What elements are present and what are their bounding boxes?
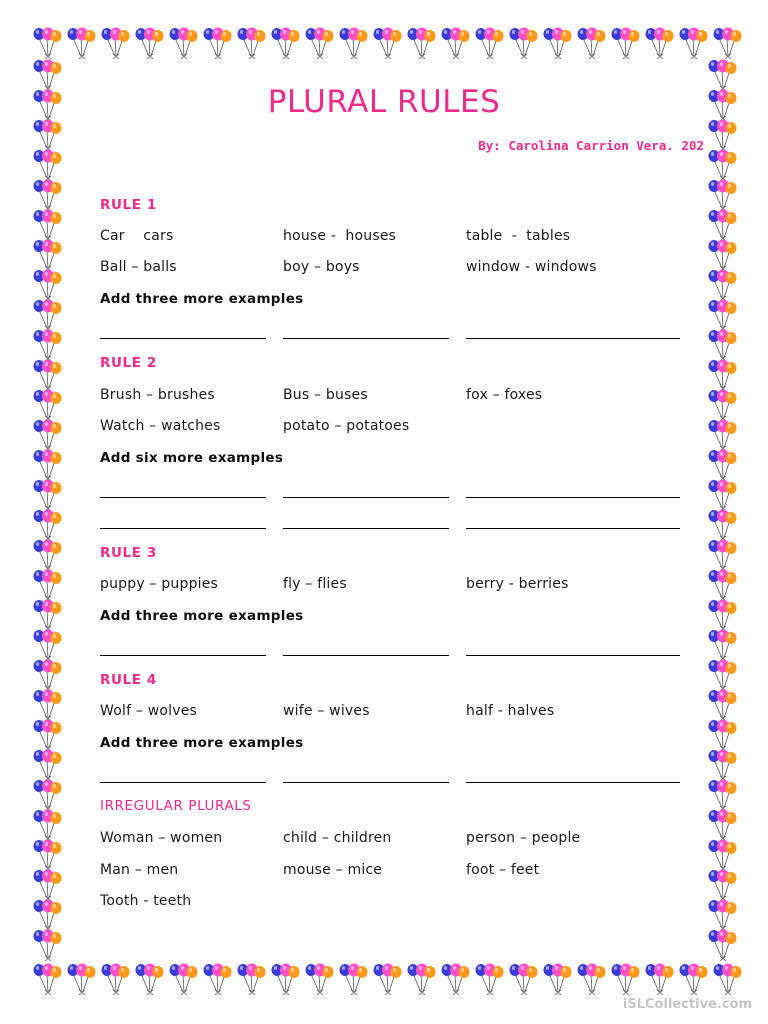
rule-2-example: Watch – watches xyxy=(100,418,221,434)
balloon-bunch-icon xyxy=(30,718,64,752)
balloon-bunch-icon xyxy=(705,298,739,332)
irregular-example: Woman – women xyxy=(100,830,223,846)
balloon-bunch-icon xyxy=(30,118,64,152)
balloon-bunch-icon xyxy=(30,898,64,932)
balloon-bunch-icon xyxy=(705,418,739,452)
rule-2-instruction: Add six more examples xyxy=(100,450,284,466)
balloon-bunch-icon xyxy=(166,26,200,60)
rule-3-instruction: Add three more examples xyxy=(100,608,304,624)
balloon-bunch-icon xyxy=(30,538,64,572)
balloon-bunch-icon xyxy=(438,962,472,996)
balloon-bunch-icon xyxy=(30,962,64,996)
balloon-bunch-icon xyxy=(30,178,64,212)
answer-line[interactable] xyxy=(283,782,449,783)
balloon-bunch-icon xyxy=(608,962,642,996)
balloon-bunch-icon xyxy=(472,962,506,996)
balloon-bunch-icon xyxy=(30,478,64,512)
rule-2-example: Brush – brushes xyxy=(100,387,215,403)
rule-4-instruction: Add three more examples xyxy=(100,735,304,751)
balloon-bunch-icon xyxy=(268,26,302,60)
irregular-example: mouse – mice xyxy=(283,862,383,878)
rule-2-example: fox – foxes xyxy=(466,387,543,403)
balloon-bunch-icon xyxy=(30,238,64,272)
balloon-bunch-icon xyxy=(268,962,302,996)
balloon-bunch-icon xyxy=(404,26,438,60)
balloon-bunch-icon xyxy=(705,508,739,542)
irregular-example: person – people xyxy=(466,830,581,846)
balloon-bunch-icon xyxy=(705,838,739,872)
balloon-bunch-icon xyxy=(30,208,64,242)
irregular-example: child – children xyxy=(283,830,392,846)
balloon-bunch-icon xyxy=(705,778,739,812)
balloon-bunch-icon xyxy=(370,26,404,60)
rule-2-heading: RULE 2 xyxy=(100,355,157,371)
balloon-bunch-icon xyxy=(30,328,64,362)
balloon-bunch-icon xyxy=(30,748,64,782)
balloon-bunch-icon xyxy=(30,568,64,602)
balloon-bunch-icon xyxy=(705,928,739,962)
balloon-bunch-icon xyxy=(302,962,336,996)
balloon-bunch-icon xyxy=(30,838,64,872)
rule-4-heading: RULE 4 xyxy=(100,672,157,688)
answer-line[interactable] xyxy=(100,497,266,498)
balloon-bunch-icon xyxy=(705,628,739,662)
irregular-example: Tooth - teeth xyxy=(100,893,192,909)
balloon-bunch-icon xyxy=(540,962,574,996)
balloon-bunch-icon xyxy=(30,688,64,722)
rule-4-example: Wolf – wolves xyxy=(100,703,198,719)
answer-line[interactable] xyxy=(466,782,680,783)
answer-line[interactable] xyxy=(100,655,266,656)
balloon-bunch-icon xyxy=(64,962,98,996)
rule-3-heading: RULE 3 xyxy=(100,545,157,561)
balloon-bunch-icon xyxy=(472,26,506,60)
rule-1-example: table - tables xyxy=(466,228,571,244)
rule-2-example: potato – potatoes xyxy=(283,418,410,434)
balloon-bunch-icon xyxy=(30,598,64,632)
balloon-bunch-icon xyxy=(30,358,64,392)
rule-3-example: berry - berries xyxy=(466,576,569,592)
balloon-bunch-icon xyxy=(705,238,739,272)
balloon-bunch-icon xyxy=(302,26,336,60)
balloon-bunch-icon xyxy=(234,962,268,996)
balloon-bunch-icon xyxy=(30,26,64,60)
balloon-bunch-icon xyxy=(30,268,64,302)
balloon-bunch-icon xyxy=(64,26,98,60)
balloon-bunch-icon xyxy=(705,268,739,302)
balloon-bunch-icon xyxy=(30,658,64,692)
balloon-bunch-icon xyxy=(30,808,64,842)
rule-1-heading: RULE 1 xyxy=(100,197,157,213)
balloon-bunch-icon xyxy=(705,808,739,842)
balloon-bunch-icon xyxy=(234,26,268,60)
balloon-bunch-icon xyxy=(705,568,739,602)
balloon-bunch-icon xyxy=(574,26,608,60)
watermark-text: iSLCollective.com xyxy=(622,997,752,1012)
page-title: PLURAL RULES xyxy=(267,84,501,120)
rule-3-example: fly – flies xyxy=(283,576,347,592)
balloon-bunch-icon xyxy=(705,358,739,392)
balloon-bunch-icon xyxy=(705,478,739,512)
answer-line[interactable] xyxy=(100,782,266,783)
balloon-bunch-icon xyxy=(710,962,744,996)
rule-1-example: boy – boys xyxy=(283,259,360,275)
irregular-heading: IRREGULAR PLURALS xyxy=(100,798,252,814)
answer-line[interactable] xyxy=(466,528,680,529)
rule-4-example: wife – wives xyxy=(283,703,370,719)
balloon-bunch-icon xyxy=(132,962,166,996)
irregular-example: Man – men xyxy=(100,862,179,878)
rule-1-example: house - houses xyxy=(283,228,397,244)
balloon-bunch-icon xyxy=(705,538,739,572)
balloon-bunch-icon xyxy=(98,26,132,60)
balloon-bunch-icon xyxy=(336,26,370,60)
balloon-bunch-icon xyxy=(574,962,608,996)
balloon-bunch-icon xyxy=(642,962,676,996)
balloon-bunch-icon xyxy=(98,962,132,996)
balloon-bunch-icon xyxy=(705,448,739,482)
balloon-bunch-icon xyxy=(30,868,64,902)
answer-line[interactable] xyxy=(283,528,449,529)
rule-1-instruction: Add three more examples xyxy=(100,291,304,307)
balloon-bunch-icon xyxy=(200,26,234,60)
rule-1-example: Ball – balls xyxy=(100,259,177,275)
balloon-bunch-icon xyxy=(705,898,739,932)
irregular-example: foot – feet xyxy=(466,862,540,878)
balloon-bunch-icon xyxy=(710,26,744,60)
answer-line[interactable] xyxy=(466,655,680,656)
balloon-bunch-icon xyxy=(705,118,739,152)
answer-line[interactable] xyxy=(283,497,449,498)
rule-1-example: Car cars xyxy=(100,228,174,244)
balloon-bunch-icon xyxy=(540,26,574,60)
balloon-bunch-icon xyxy=(705,688,739,722)
balloon-bunch-icon xyxy=(30,628,64,662)
balloon-bunch-icon xyxy=(30,148,64,182)
balloon-bunch-icon xyxy=(705,868,739,902)
balloon-bunch-icon xyxy=(506,26,540,60)
balloon-bunch-icon xyxy=(30,508,64,542)
answer-line[interactable] xyxy=(466,497,680,498)
balloon-bunch-icon xyxy=(438,26,472,60)
balloon-bunch-icon xyxy=(705,658,739,692)
balloon-bunch-icon xyxy=(336,962,370,996)
balloon-bunch-icon xyxy=(705,328,739,362)
balloon-bunch-icon xyxy=(642,26,676,60)
balloon-bunch-icon xyxy=(30,448,64,482)
balloon-bunch-icon xyxy=(705,388,739,422)
balloon-bunch-icon xyxy=(30,928,64,962)
answer-line[interactable] xyxy=(283,655,449,656)
answer-line[interactable] xyxy=(466,338,680,339)
balloon-bunch-icon xyxy=(676,962,710,996)
author-line: By: Carolina Carrion Vera. 202 xyxy=(478,138,704,153)
rule-4-example: half - halves xyxy=(466,703,555,719)
balloon-bunch-icon xyxy=(404,962,438,996)
balloon-bunch-icon xyxy=(705,208,739,242)
balloon-bunch-icon xyxy=(166,962,200,996)
balloon-bunch-icon xyxy=(705,598,739,632)
balloon-bunch-icon xyxy=(30,388,64,422)
balloon-bunch-icon xyxy=(30,778,64,812)
balloon-bunch-icon xyxy=(200,962,234,996)
balloon-bunch-icon xyxy=(705,718,739,752)
rule-1-example: window - windows xyxy=(466,259,597,275)
balloon-bunch-icon xyxy=(705,148,739,182)
balloon-bunch-icon xyxy=(705,178,739,212)
rule-3-example: puppy – puppies xyxy=(100,576,219,592)
balloon-bunch-icon xyxy=(132,26,166,60)
balloon-bunch-icon xyxy=(506,962,540,996)
answer-line[interactable] xyxy=(100,528,266,529)
balloon-bunch-icon xyxy=(705,748,739,782)
balloon-bunch-icon xyxy=(608,26,642,60)
balloon-bunch-icon xyxy=(370,962,404,996)
balloon-bunch-icon xyxy=(676,26,710,60)
balloon-bunch-icon xyxy=(30,298,64,332)
answer-line[interactable] xyxy=(100,338,266,339)
answer-line[interactable] xyxy=(283,338,449,339)
rule-2-example: Bus – buses xyxy=(283,387,368,403)
balloon-bunch-icon xyxy=(30,418,64,452)
